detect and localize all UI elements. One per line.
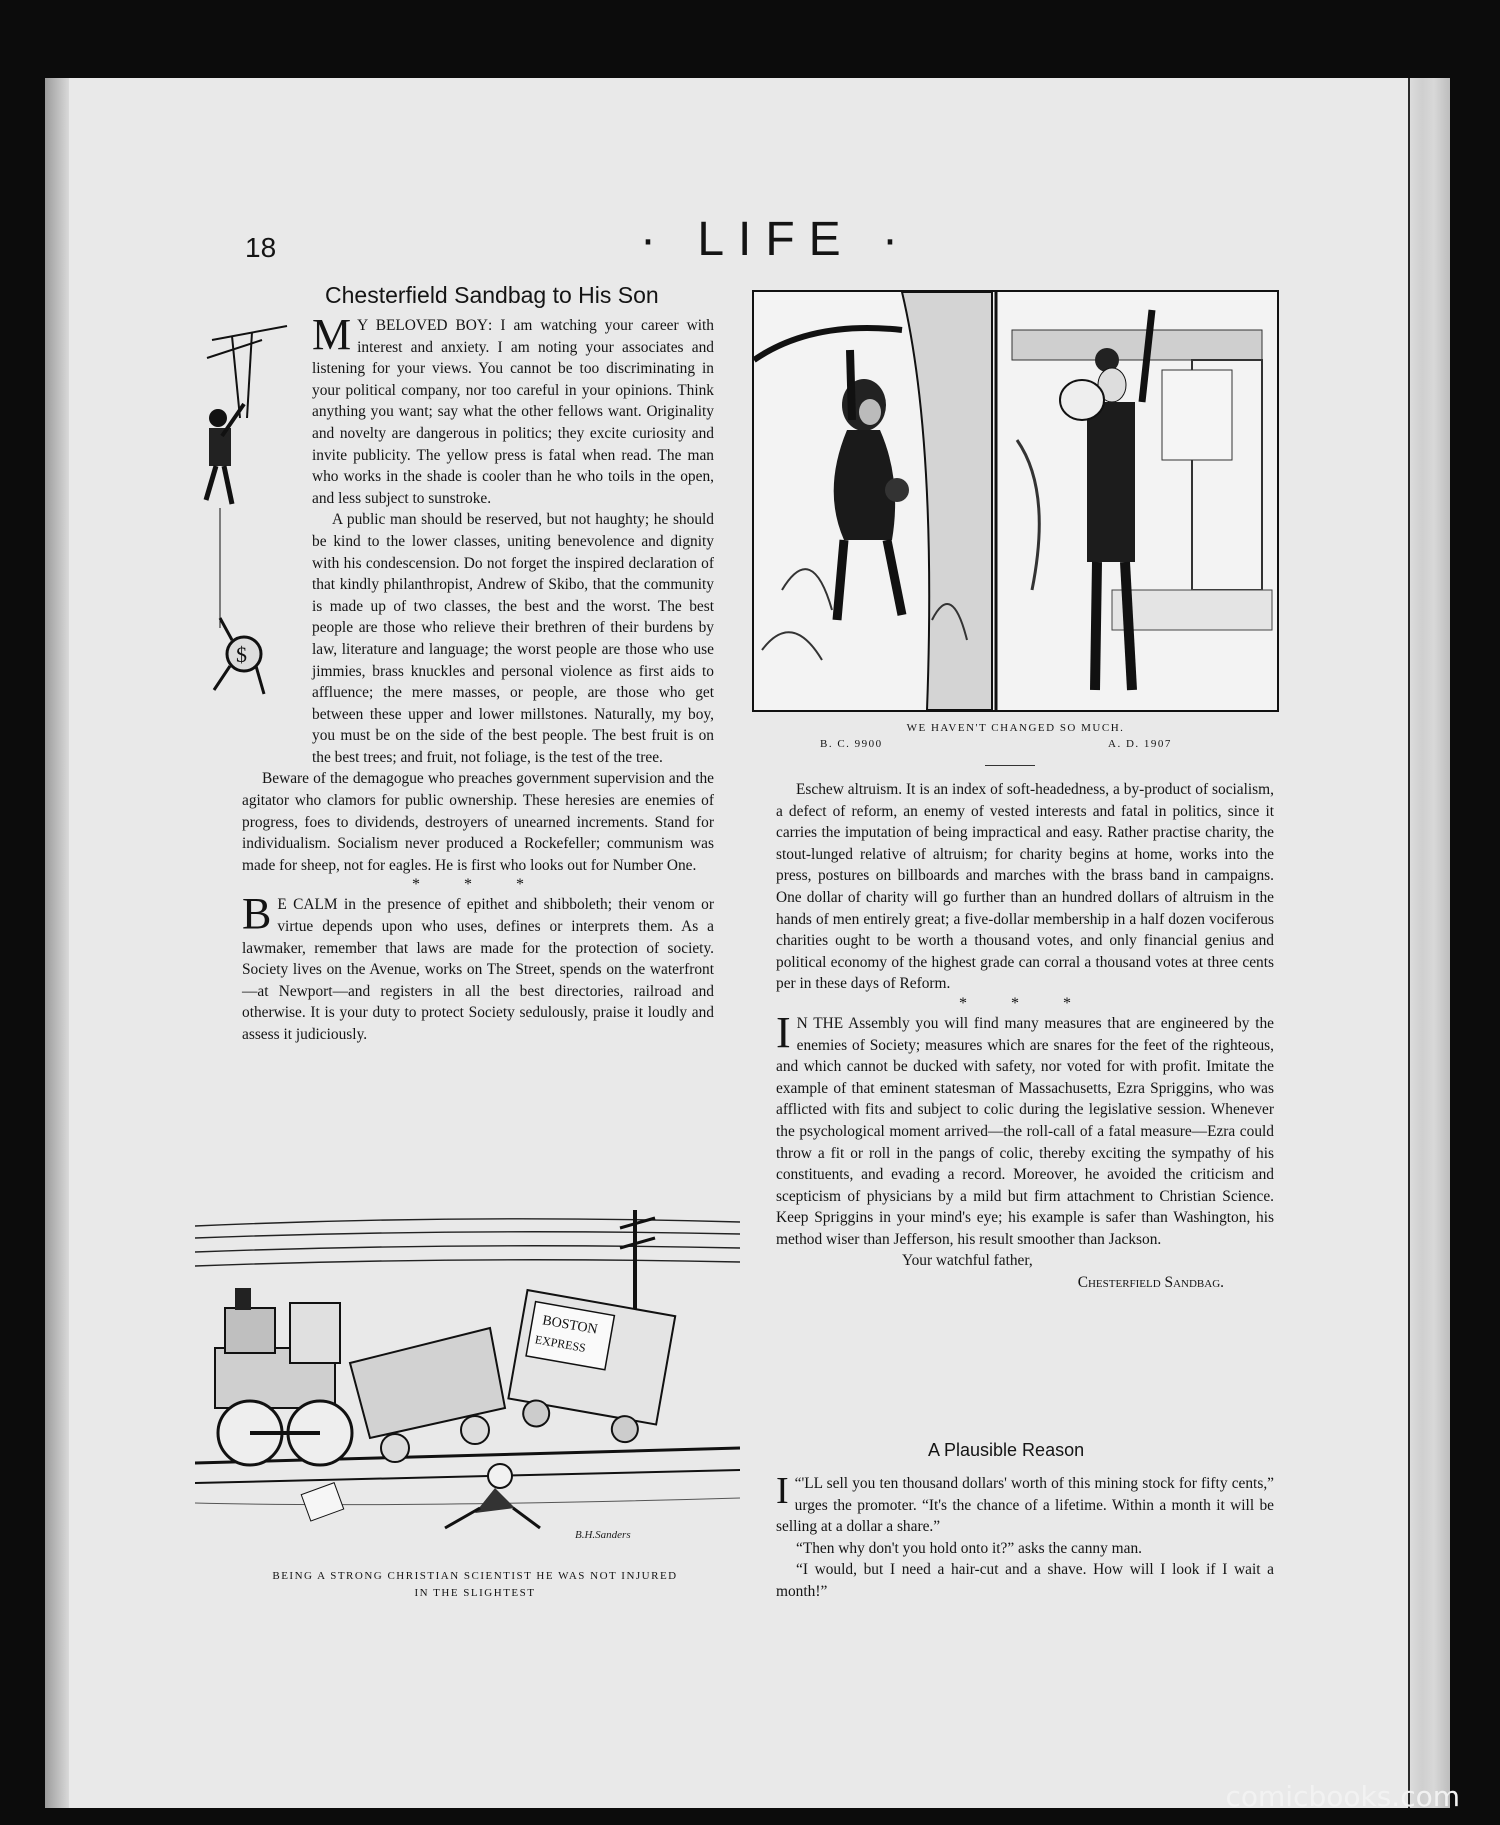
page-number: 18	[245, 232, 277, 263]
paragraph-text: Assembly you will find many measures that are engineered by the enemies of Society; measures which are snares for the feet of the righteous, and which cannot be ducked with safety, nor voted for with profit. Imitate the example of that eminent statesman of Massachusetts, Ezra Spriggins, who was afflicted with fits and subject to colic during the legislative session. Whenever the psychological moment arrived—the roll-call of a fatal measure—Ezra could throw a fit or roll in the pangs of colic, thereby exciting the sympathy of his constituents, and evading a record. Moreover, he avoided the criticism and scepticism of physicians by a mild but firm attachment to Christian Science. Keep Spriggins in your mind's eye; his example is safer than Washington, his method wiser than Jefferson, his result smoother than Jackson.	[776, 1014, 1274, 1248]
lead-in: E CALM	[277, 896, 338, 914]
page-gutter	[45, 78, 69, 1808]
divider	[985, 765, 1035, 766]
paragraph-text: in the presence of epithet and shibboleth; their venom or virtue depends upon who uses, defines or interprets them. As a lawmaker, remember that laws are made for the protection of society. Society lives on the Avenue, works on The Street, spends on the waterfront—at Newport—and registers in all the best directories, railroad and otherwise. It is your duty to protect Society sedulously, praise it loudly and assess it judiciously.	[242, 896, 714, 1043]
cartoon-date-left: B. C. 9900	[820, 738, 883, 750]
lead-in: N THE	[796, 1014, 844, 1032]
drop-cap: B	[242, 889, 272, 939]
cartoon-caption: WE HAVEN'T CHANGED SO MUCH.	[906, 722, 1125, 734]
page-edge-stack	[1408, 78, 1450, 1808]
article-body	[776, 1470, 1274, 1603]
section-separator: * * *	[959, 994, 1091, 1012]
article-title: A Plausible Reason	[928, 1440, 1085, 1460]
ape-cartoon	[752, 290, 1279, 712]
paragraph: Beware of the demagogue who preaches government supervision and the agitator who clamors for public ownership. These heresies are enemies of progress, foes to dividends, destroyers of unearned increments. Stand for individualism. Socialism never produced a Rockefeller; communism was made for sheep, not for eagles. He is first who looks out for Number One.	[242, 770, 714, 874]
drop-cap: I	[776, 1470, 789, 1512]
paragraph	[776, 1470, 1274, 1538]
cartoon-caption: IN THE SLIGHTEST	[414, 1587, 536, 1599]
section-separator: * * *	[412, 876, 544, 894]
svg-text:$: $	[236, 642, 247, 667]
closing-line: Your watchful father,	[902, 1252, 1033, 1270]
article-body-left	[242, 310, 715, 1046]
paragraph: A public man should be reserved, but not haughty; he should be kind to the lower classes, uniting benevolence and dignity with his condescension. Do not forget the inspired declaration of that kindly philanthropist, Andrew of Skibo, that the community is made up of two classes, the best and the worst. The best people are those who relieve their brethren of their burdens by law, literature and language; the worst people are those who use jimmies, brass knuckles and personal violence as first aids to affluence; the mere masses, or people, are those who get between these upper and lower millstones. Naturally, my boy, you must be on the side of the best people. The best fruit is on the best trees; and fruit, not foliage, is the test of the tree.	[312, 511, 714, 766]
paragraph	[776, 1007, 1274, 1251]
paragraph: Eschew altruism. It is an index of soft-headedness, a by-product of socialism, a defect of reform, an enemy of vested interests and fatal in politics, since it carries the imputation of being impractical and easy. Rather practise charity, the stout-lunged relative of altruism; for charity begins at home, works into the press, postures on billboards and marches with the brass band in campaigns. One dollar of charity will go further than an hundred dollars of altruism in the hands of men entirely great; a five-dollar membership in a half dozen vociferous charities ought to be worth a thousand votes, and only financial genius and political economy of the highest grade can corral a thousand votes at three cents per in these days of Reform.	[776, 781, 1274, 993]
train-cartoon	[195, 1208, 740, 1548]
paragraph	[312, 310, 715, 509]
drop-cap: I	[776, 1007, 791, 1057]
signature: Chesterfield Sandbag.	[1077, 1274, 1224, 1292]
paragraph	[242, 889, 714, 1045]
article-title: Chesterfield Sandbag to His Son	[325, 282, 659, 308]
cartoon-date-right: A. D. 1907	[1108, 738, 1172, 750]
cartoon-caption: BEING A STRONG CHRISTIAN SCIENTIST HE WAS NOT INJURED	[272, 1570, 678, 1582]
paragraph-text: : I am watching your career with interest and anxiety. I am noting your associates and listening for your views. You cannot be too discriminating in your political company, nor too careful in your opinions. Think anything you want; say what the other fellows want. Originality and novelty are dangerous in politics; they excite curiosity and invite publicity. The yellow press is fatal when read. The man who works in the shade is cooler than he who toils in the open, and less subject to sunstroke.	[312, 317, 715, 507]
open-quote: “	[794, 1475, 802, 1492]
lead-in: Y BELOVED BOY	[357, 317, 489, 334]
paragraph-text: 'LL sell you ten thousand dollars' worth of this mining stock for fifty cents,” urges the promoter. “It's the chance of a lifetime. Within a month it will be selling at a dollar a share.”	[776, 1475, 1274, 1536]
masthead-title: · LIFE ·	[640, 213, 913, 266]
watermark: comicbooks.com	[1225, 1780, 1460, 1813]
drop-cap: M	[312, 310, 352, 359]
artist-signature: B.H.Sanders	[575, 1529, 631, 1541]
car-sign-line1: BOSTON	[541, 1313, 599, 1338]
paragraph: “I would, but I need a hair-cut and a shave. How will I look if I wait a month!”	[776, 1561, 1274, 1600]
paragraph: “Then why don't you hold onto it?” asks the canny man.	[796, 1539, 1142, 1557]
article-body-right	[776, 779, 1274, 1294]
car-sign-line2: EXPRESS	[533, 1332, 587, 1355]
